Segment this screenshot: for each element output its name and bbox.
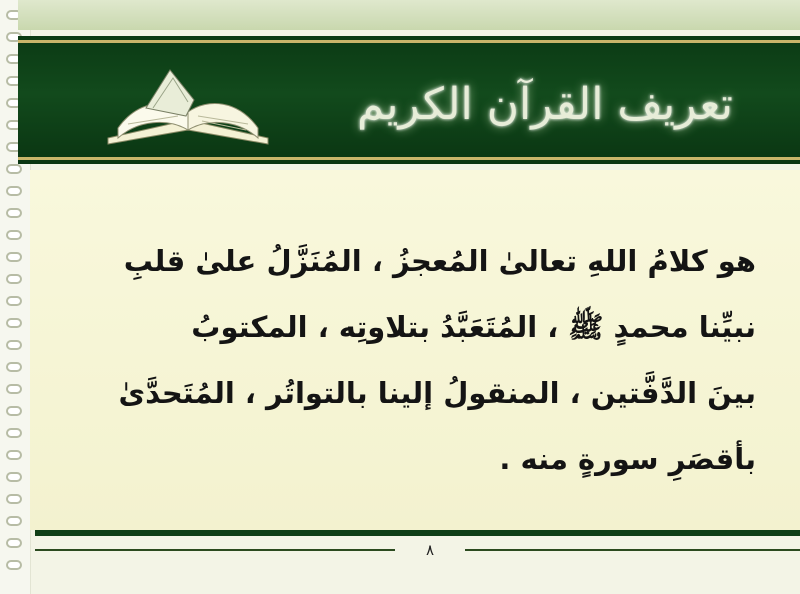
definition-line-2: نبيِّنا محمدٍ ﷺ ، المُتَعَبَّدُ بتلاوتِه ، المكتوبُ: [191, 310, 756, 344]
definition-line-3: بينَ الدَّفَّتين ، المنقولُ إلينا بالتواتُر ، المُتَحدَّىٰ: [118, 376, 756, 410]
binding-ring: [6, 186, 22, 196]
binding-ring: [6, 516, 22, 526]
page-title: تعريف القرآن الكريم: [357, 78, 733, 130]
binding-ring: [6, 494, 22, 504]
binding-ring: [6, 274, 22, 284]
binding-ring: [6, 472, 22, 482]
header-band: [18, 36, 800, 164]
binding-ring: [6, 340, 22, 350]
binding-ring: [6, 164, 22, 174]
binding-ring: [6, 318, 22, 328]
page-number: ٨: [395, 538, 465, 562]
binding-ring: [6, 252, 22, 262]
binding-ring: [6, 538, 22, 548]
top-decorative-strip: [18, 0, 800, 30]
definition-line-4: بأقصَرِ سورةٍ منه .: [499, 442, 756, 476]
panel-bottom-border: [35, 530, 800, 536]
open-book-icon: [98, 50, 278, 150]
binding-ring: [6, 560, 22, 570]
binding-ring: [6, 208, 22, 218]
gold-border-top: [18, 40, 800, 43]
definition-line-1: هو كلامُ اللهِ تعالىٰ المُعجزُ ، المُنَزَّلُ علىٰ قلبِ: [123, 244, 756, 278]
gold-border-bottom: [18, 157, 800, 160]
binding-ring: [6, 296, 22, 306]
binding-ring: [6, 450, 22, 460]
definition-text: [56, 228, 756, 492]
binding-ring: [6, 230, 22, 240]
binding-ring: [6, 428, 22, 438]
binding-ring: [6, 406, 22, 416]
binding-ring: [6, 362, 22, 372]
binding-ring: [6, 384, 22, 394]
